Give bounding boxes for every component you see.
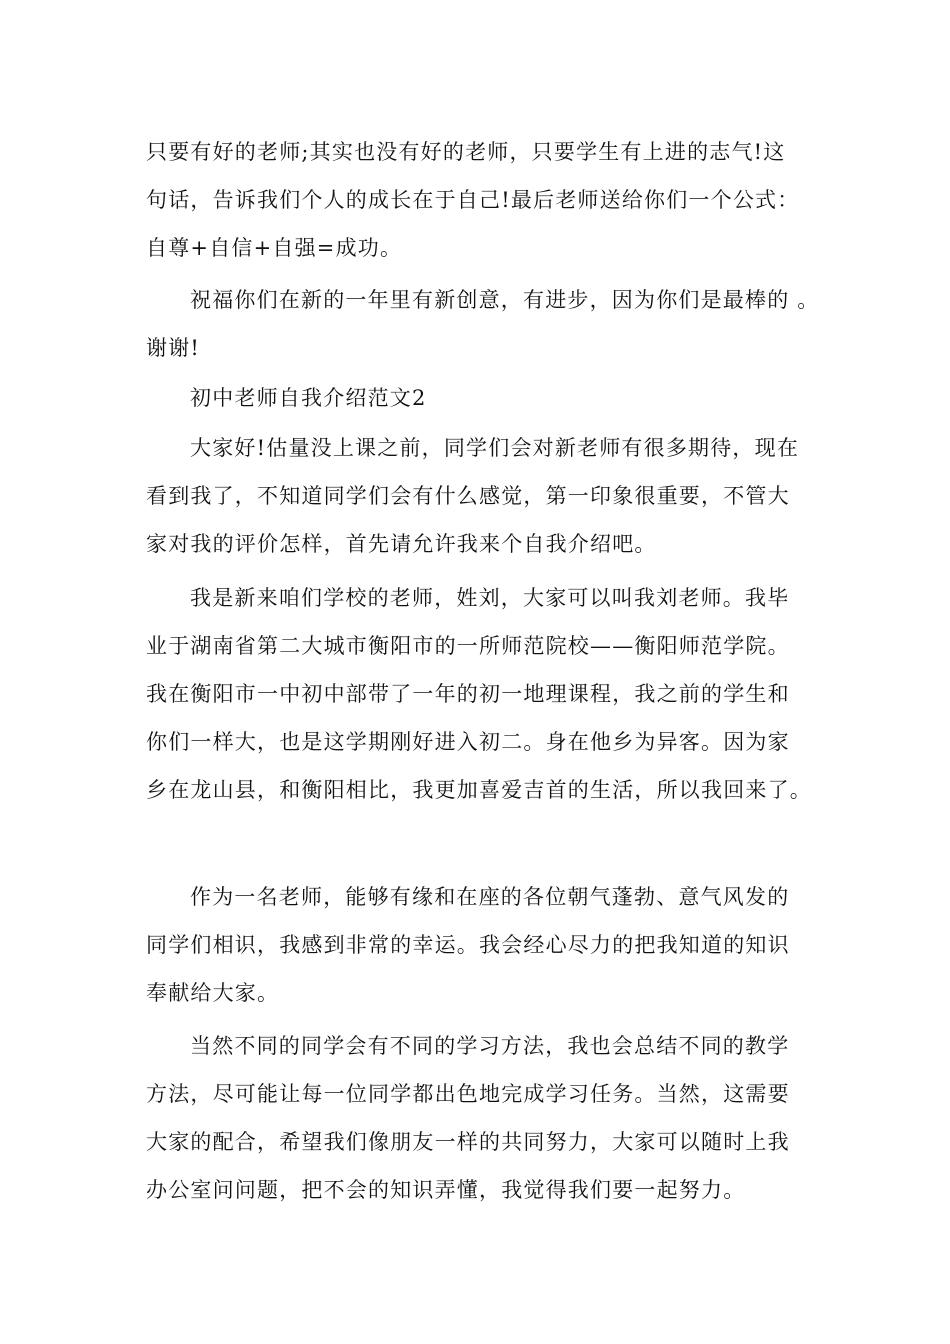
text-line: 祝福你们在新的一年里有新创意，有进步，因为你们是最棒的 。 [190, 288, 820, 312]
text-line: 只要有好的老师;其实也没有好的老师，只要学生有上进的志气!这 [146, 140, 786, 164]
paragraph-methods [146, 1022, 818, 1214]
text-line: 办公室问问题，把不会的知识弄懂，我觉得我们要一起努力。 [146, 1178, 746, 1202]
heading-line: 初中老师自我介绍范文2 [190, 386, 427, 410]
text-line: 乡在龙山县，和衡阳相比，我更加喜爱吉首的生活，所以我回来了。 [146, 778, 812, 802]
text-line: 同学们相识，我感到非常的幸运。我会经心尽力的把我知道的知识 [146, 933, 790, 957]
text-line: 大家的配合，希望我们像朋友一样的共同努力，大家可以随时上我 [146, 1130, 790, 1154]
paragraph-greeting [146, 424, 818, 568]
paragraph-background [146, 574, 818, 814]
text-line: 看到我了，不知道同学们会有什么感觉，第一印象很重要，不管大 [146, 484, 790, 508]
paragraph-blessing [146, 276, 818, 372]
text-line: 业于湖南省第二大城市衡阳市的一所师范院校——衡阳师范学院。 [146, 634, 790, 658]
text-line: 我是新来咱们学校的老师，姓刘，大家可以叫我刘老师。我毕 [190, 586, 790, 610]
text-line: 当然不同的同学会有不同的学习方法，我也会总结不同的教学 [190, 1034, 790, 1058]
text-line: 你们一样大，也是这学期刚好进入初二。身在他乡为异客。因为家 [146, 730, 790, 754]
text-line: 方法，尽可能让每一位同学都出色地完成学习任务。当然，这需要 [146, 1082, 790, 1106]
text-line: 奉献给大家。 [146, 981, 280, 1005]
text-line: 家对我的评价怎样，首先请允许我来个自我介绍吧。 [146, 532, 657, 556]
text-line: 我在衡阳市一中初中部带了一年的初一地理课程，我之前的学生和 [146, 682, 790, 706]
text-line: 句话，告诉我们个人的成长在于自己!最后老师送给你们一个公式： [146, 188, 800, 212]
text-line: 谢谢! [146, 336, 201, 360]
text-line: 作为一名老师，能够有缘和在座的各位朝气蓬勃、意气风发的 [190, 885, 790, 909]
section-heading [146, 374, 818, 422]
paragraph-closing [146, 128, 818, 272]
text-line: 自尊+自信+自强=成功。 [146, 236, 403, 260]
text-line: 大家好!估量没上课之前，同学们会对新老师有很多期待，现在 [190, 436, 800, 460]
paragraph-teacher [146, 873, 818, 1017]
